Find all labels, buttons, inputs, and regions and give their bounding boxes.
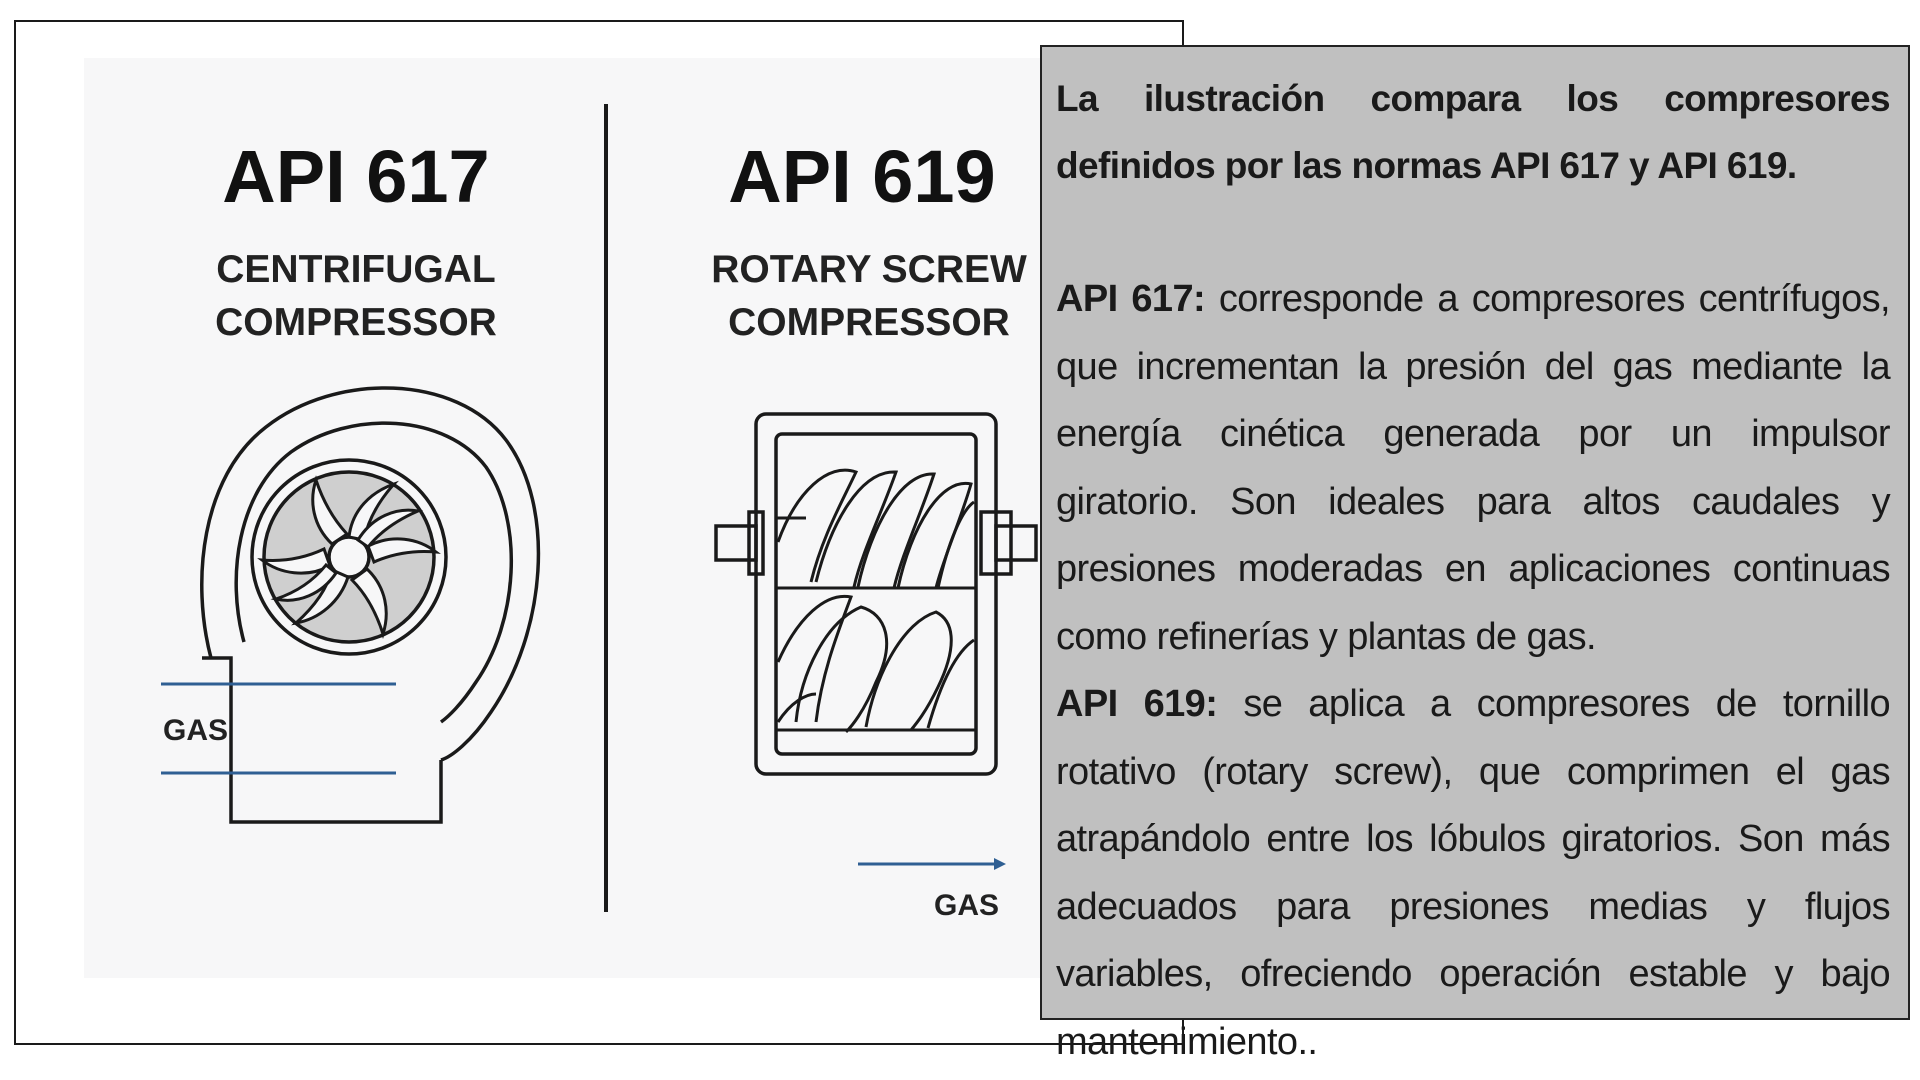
api619-subtitle-line2: COMPRESSOR [728,301,1010,344]
illustration-frame [14,20,1184,1045]
api617-gas-label: GAS [163,714,229,747]
api617-title: API 617 [222,135,490,218]
intro-text: La ilustración compara los compresores definidos por las normas API 617 y API 619. [1056,78,1890,186]
api619-gas-label: GAS [934,889,1000,922]
rotary-screw-compressor-icon [716,414,1036,774]
api619-subtitle-line1: ROTARY SCREW [711,248,1027,291]
api619-label: API 619: [1056,683,1218,725]
api619-title: API 619 [728,135,996,218]
gas-outlet-arrowhead [994,858,1006,870]
api617-subtitle-line1: CENTRIFUGAL [216,248,496,291]
api617-paragraph [1056,266,1890,671]
api617-label: API 617: [1056,278,1206,320]
centrifugal-compressor-icon [202,388,539,822]
compressor-illustration [16,22,1186,1047]
description-panel [1040,45,1910,1063]
api619-paragraph [1056,671,1890,1076]
api619-description: se aplica a compresores de tornillo rotativo (rotary screw), que comprimen el gas atrapándolo entre los lóbulos giratorios. Son más adecuados para presiones medias y flujos variables, ofreciendo operación estable y bajo mantenimiento.. [1056,683,1890,1063]
api617-subtitle-line2: COMPRESSOR [215,301,497,344]
api617-description: corresponde a compresores centrífugos, que incrementan la presión del gas mediante la energía cinética generada por un impulsor giratorio. Son ideales para altos caudales y presiones moderadas en aplicaciones continuas como refinerías y plantas de gas. [1056,278,1890,658]
